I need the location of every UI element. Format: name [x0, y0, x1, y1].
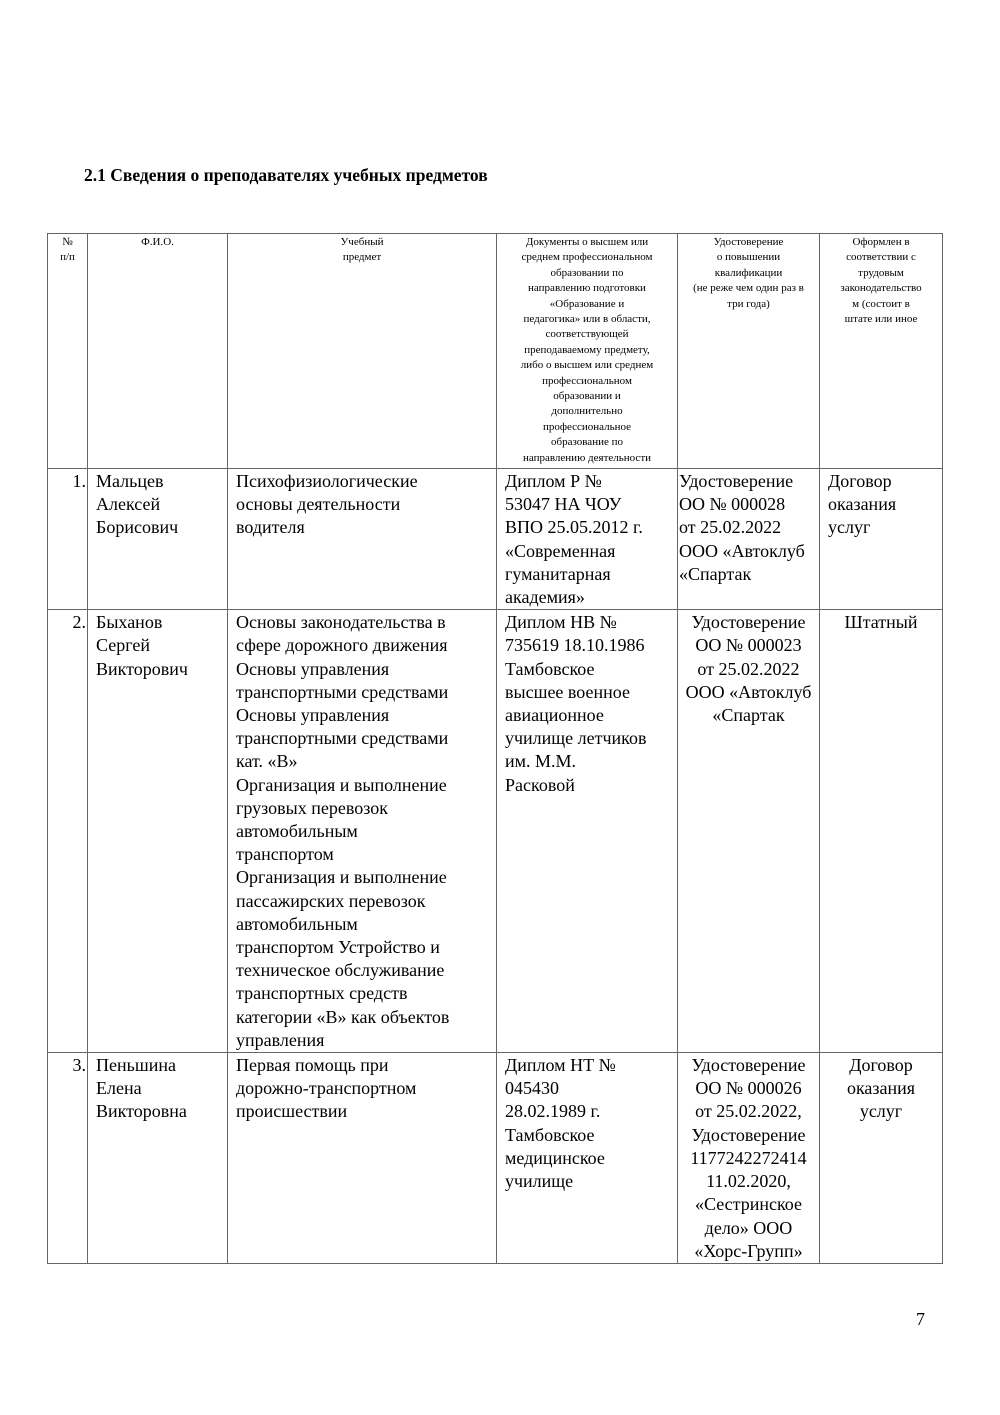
teacher-subject: Психофизиологические основы деятельности водителя: [228, 469, 497, 610]
teacher-diploma: Диплом Р № 53047 НА ЧОУ ВПО 25.05.2012 г. «Современная гуманитарная академия»: [497, 469, 678, 610]
table-row: [48, 610, 943, 1053]
teacher-name: Пеньшина Елена Викторовна: [88, 1053, 228, 1264]
header-subject: Учебный предмет: [228, 234, 497, 469]
teacher-name: Быханов Сергей Викторович: [88, 610, 228, 1053]
teacher-employment: Договор оказания услуг: [820, 469, 943, 610]
header-number: № п/п: [48, 234, 88, 469]
header-employment: Оформлен в соответствии с трудовым законодательство м (состоит в штате или иное: [820, 234, 943, 469]
page-number: 7: [916, 1309, 925, 1329]
teacher-employment: Договор оказания услуг: [820, 1053, 943, 1264]
row-number: 2.: [48, 610, 88, 1053]
teacher-subject: Основы законодательства в сфере дорожного движения Основы управления транспортными средствами Основы управления транспортными средствами кат. «В» Организация и выполнение грузовых перевозок автомобильным транспортом Организация и выполнение пассажирских перевозок автомобильным транспортом Устройство и техническое обслуживание транспортных средств категории «В» как объектов управления: [228, 610, 497, 1053]
header-certificate: Удостоверение о повышении квалификации (не реже чем один раз в три года): [678, 234, 820, 469]
teacher-subject: Первая помощь при дорожно-транспортном происшествии: [228, 1053, 497, 1264]
teacher-diploma: Диплом НТ № 045430 28.02.1989 г. Тамбовское медицинское училище: [497, 1053, 678, 1264]
table-row: [48, 469, 943, 610]
teacher-certificate: Удостоверение ОО № 000023 от 25.02.2022 ООО «Автоклуб «Спартак: [678, 610, 820, 1053]
teacher-certificate: Удостоверение ОО № 000028 от 25.02.2022 ООО «Автоклуб «Спартак: [678, 469, 820, 610]
teacher-employment: Штатный: [820, 610, 943, 1053]
row-number: 3.: [48, 1053, 88, 1264]
table-row: [48, 1053, 943, 1264]
table-header-row: [48, 234, 943, 469]
teacher-diploma: Диплом НВ № 735619 18.10.1986 Тамбовское высшее военное авиационное училище летчиков им. М.М. Расковой: [497, 610, 678, 1053]
teacher-certificate: Удостоверение ОО № 000026 от 25.02.2022, Удостоверение 1177242272414 11.02.2020, «Сестринское дело» ООО «Хорс-Групп»: [678, 1053, 820, 1264]
header-name: Ф.И.О.: [88, 234, 228, 469]
section-title: 2.1 Сведения о преподавателях учебных предметов: [84, 165, 488, 185]
header-diploma: Документы о высшем или среднем профессиональном образовании по направлению подготовки «Образование и педагогика» или в области, соответствующей преподаваемому предмету, либо о высшем или среднем профессиональном образовании и дополнительно профессиональное образование по направлению деятельности: [497, 234, 678, 469]
teachers-table: [47, 233, 943, 1264]
row-number: 1.: [48, 469, 88, 610]
teacher-name: Мальцев Алексей Борисович: [88, 469, 228, 610]
